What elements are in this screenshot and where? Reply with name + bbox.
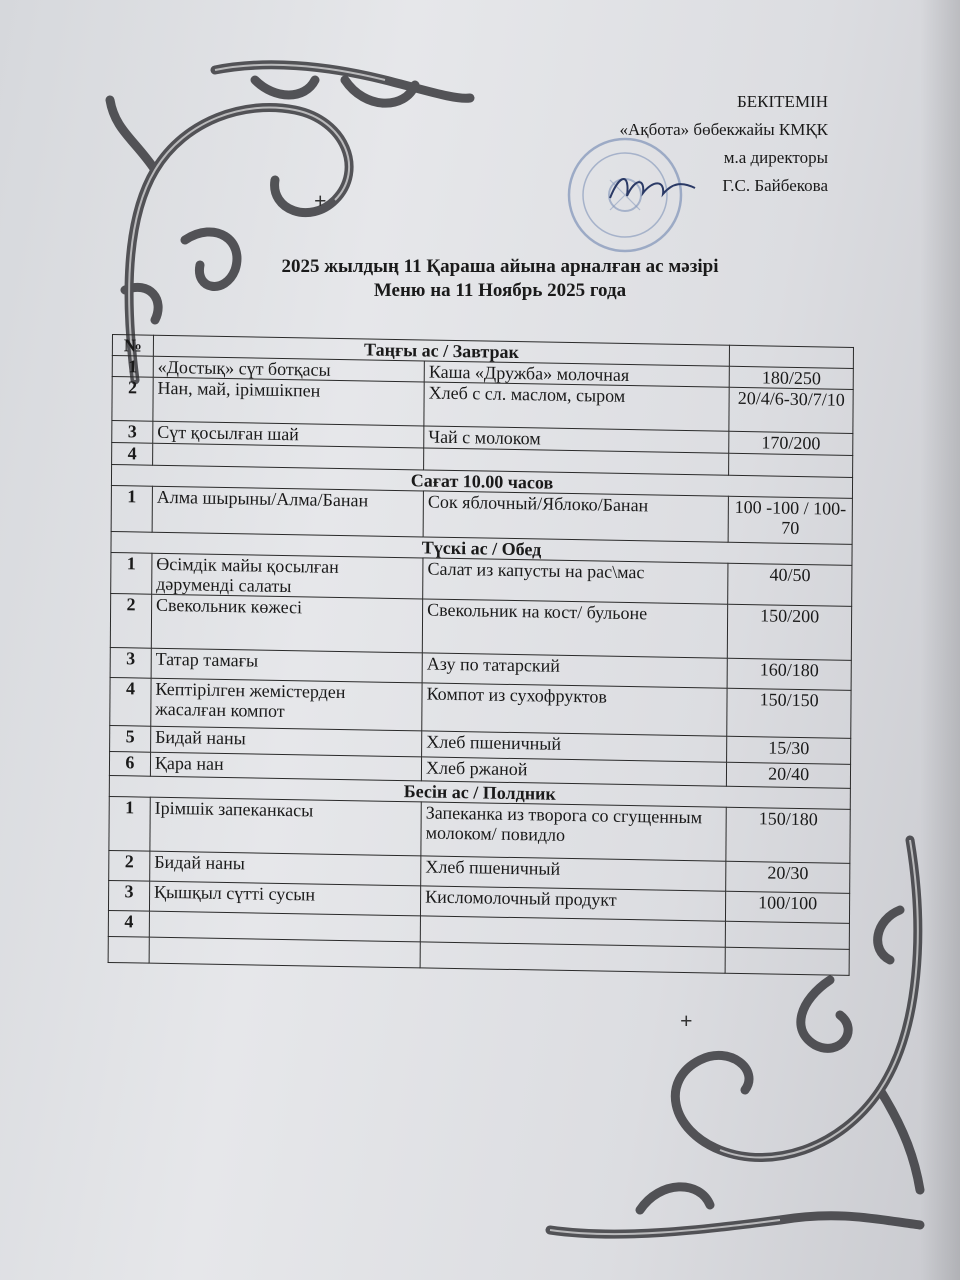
dish-name-kz: Свекольник көжесі [151,594,423,653]
menu-title-ru: Меню на 11 Ноябрь 2025 года [373,280,627,301]
portion-weight: 100/100 [726,891,850,923]
dish-name-ru: Азу по татарский [422,653,727,688]
dish-name-kz: «Достық» сүт ботқасы [153,356,424,382]
section-title: Түскі ас / Обед [111,531,852,565]
registration-mark-bottom: + [680,1008,693,1033]
row-number: 3 [110,647,151,678]
dish-name-ru: Свекольник на кост/ бульоне [422,599,728,658]
portion-weight: 20/40 [727,762,851,788]
header-weight-cell [730,345,854,368]
dish-name-kz: Өсімдік майы қосылған дәруменді салаты [152,553,423,599]
row-number: 6 [109,751,150,776]
section-title: Бесін ас / Полдник [109,775,850,809]
row-number: 4 [110,677,151,726]
dish-name-ru: Каша «Дружба» молочная [424,361,729,387]
approval-position: м.а директоры [723,148,828,167]
portion-weight: 100 -100 / 100-70 [728,496,852,544]
portion-weight: 150/200 [728,604,852,660]
dish-name-ru: Хлеб пшеничный [422,731,727,762]
approval-organization: «Ақбота» бөбекжайы КМҚК [619,120,828,139]
dish-name-kz: Қара нан [150,752,421,781]
row-number: 3 [108,880,149,911]
column-header-number: № [112,335,153,357]
portion-weight: 170/200 [729,431,853,455]
dish-name-kz: Кептірілген жемістерден жасалған компот [151,678,423,731]
portion-weight [725,947,849,975]
dish-name-ru: Компот из сухофруктов [422,683,727,736]
approval-director-name: Г.С. Байбекова [722,176,828,195]
portion-weight: 15/30 [727,736,851,764]
portion-weight: 150/150 [727,688,851,738]
row-number: 2 [109,850,150,881]
row-number: 2 [112,377,153,422]
portion-weight: 160/180 [727,658,851,690]
dish-name-kz: Бидай наны [151,726,422,757]
row-number: 3 [112,421,153,444]
dish-name-kz: Нан, май, ірімшікпен [153,377,424,426]
approval-block [620,88,828,200]
row-number: 4 [108,910,149,937]
menu-title-kz: 2025 жылдың 11 Қараша айына арналған ас мәзірі [281,256,719,277]
dish-name-ru: Салат из капусты на рас\мас [423,558,728,604]
section-title: Таңғы ас / Завтрак [153,335,729,366]
dish-name-kz: Татар тамағы [151,648,422,683]
portion-weight: 40/50 [728,563,852,606]
dish-name-ru: Запеканка из творога со сгущенным молоком/ повидло [421,802,727,861]
row-number: 1 [112,356,153,378]
section-title: Сағат 10.00 часов [111,464,852,498]
portion-weight: 150/180 [726,807,850,863]
portion-weight [729,453,853,477]
dish-name-kz: Алма шырыны/Алма/Банан [152,486,423,537]
row-number: 2 [110,593,151,648]
dish-name-kz: Бидай наны [150,851,421,886]
dish-name-ru: Хлеб ржаной [422,757,727,786]
approval-heading: БЕКІТЕМІН [737,92,828,111]
menu-table [108,334,854,976]
row-number [108,936,149,963]
dish-name-ru: Хлеб с сл. маслом, сыром [424,382,729,431]
row-number: 4 [112,442,153,465]
dish-name-kz: Сүт қосылған шай [153,421,424,448]
row-number: 5 [110,725,151,752]
dish-name-ru [420,942,725,973]
dish-name-ru: Сок яблочный/Яблоко/Банан [423,491,728,542]
row-number: 1 [111,485,152,532]
dish-name-kz [149,937,420,968]
portion-weight [726,921,850,949]
row-number: 1 [111,552,152,594]
registration-mark-top: + [314,188,327,213]
row-number: 1 [109,796,150,851]
portion-weight: 20/4/6-30/7/10 [729,387,853,433]
dish-name-kz: Қышқыл сүтті сусын [149,881,420,916]
dish-name-kz: Ірімшік запеканкасы [150,797,422,856]
dish-name-ru: Чай с молоком [424,426,729,453]
dish-name-ru: Хлеб пшеничный [421,856,726,891]
portion-weight: 180/250 [729,366,853,389]
dish-name-ru: Кисломолочный продукт [421,886,726,921]
portion-weight: 20/30 [726,861,850,893]
